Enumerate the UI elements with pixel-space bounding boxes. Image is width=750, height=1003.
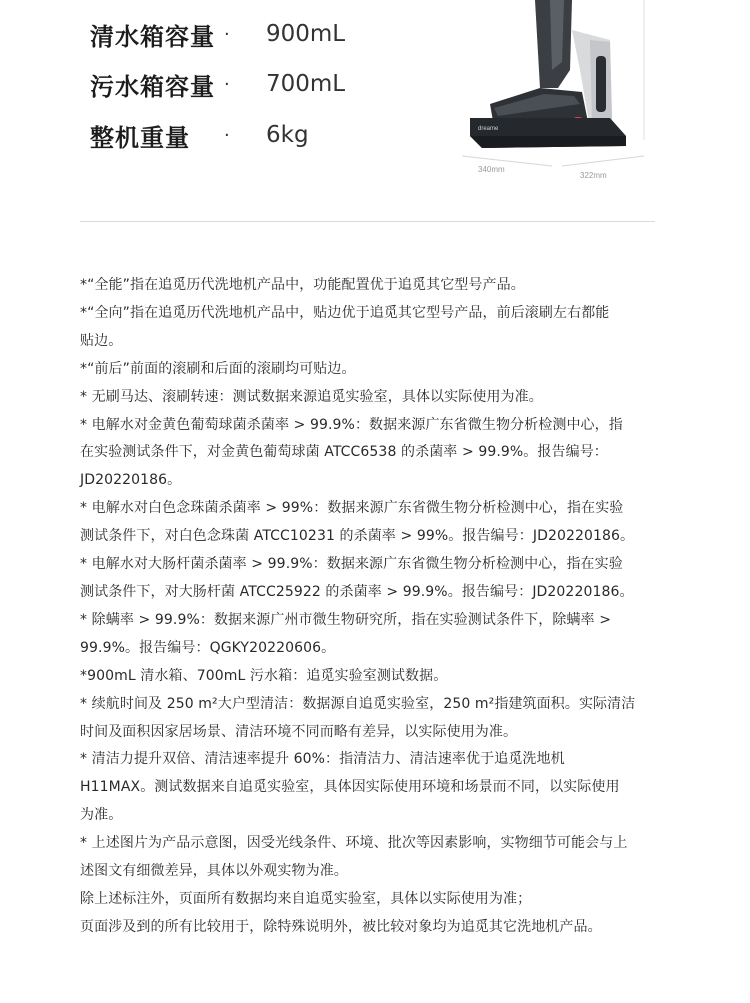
brand-logo: dreame [478,126,499,132]
footnote-line: JD20220186。 [80,472,182,489]
spec-row-clean-tank [90,14,345,54]
spec-separator: · [224,23,230,45]
footnote-line: * 除螨率 > 99.9%：数据来源广州市微生物研究所，指在实验测试条件下，除螨率 > [80,611,612,628]
footnote-line: 为准。 [80,807,123,824]
footnote-line: 99.9%。报告编号：QGKY20220606。 [80,639,336,656]
spec-row-weight [90,115,309,155]
footnote-line: *“前后”前面的滚刷和后面的滚刷均可贴边。 [80,360,356,377]
spec-value: 900mL [266,21,346,47]
footnote-line: * 电解水对金黄色葡萄球菌杀菌率 > 99.9%：数据来源广东省微生物分析检测中心，指 [80,416,623,433]
footnote-line: 贴边。 [80,332,123,349]
footnote-line: 测试条件下，对白色念珠菌 ATCC10231 的杀菌率 > 99%。报告编号：JD20220186。 [80,528,635,545]
footnote-line: 述图文有细微差异，具体以外观实物为准。 [80,863,348,880]
footnote-line: 在实验测试条件下，对金黄色葡萄球菌 ATCC6538 的杀菌率 > 99.9%。报告编号： [80,444,608,461]
spec-separator: · [224,73,230,95]
product-image [440,0,670,190]
footnote-line: * 上述图片为产品示意图，因受光线条件、环境、批次等因素影响，实物细节可能会与上 [80,835,628,852]
footnote-line: * 电解水对大肠杆菌杀菌率 > 99.9%：数据来源广东省微生物分析检测中心，指在实验 [80,556,623,573]
section-divider [80,221,655,222]
footnote-line: *“全向”指在追觅历代洗地机产品中，贴边优于追觅其它型号产品，前后滚刷左右都能 [80,304,610,321]
spec-label: 清水箱容量 [90,22,215,51]
footnote-line: 测试条件下，对大肠杆菌 ATCC25922 的杀菌率 > 99.9%。报告编号：JD20220186。 [80,583,634,600]
spec-value: 700mL [266,71,346,97]
dimension-depth-label: 322mm [580,171,607,180]
footnote-line: * 无刷马达、滚刷转速：测试数据来源追觅实验室，具体以实际使用为准。 [80,388,543,405]
spec-label: 整机重量 [90,123,190,152]
spec-row-dirty-tank [90,64,345,104]
spec-separator: · [224,124,230,146]
footnote-line: *900mL 清水箱、700mL 污水箱：追觅实验室测试数据。 [80,667,448,684]
footnote-line: 页面涉及到的所有比较用于，除特殊说明外，被比较对象均为追觅其它洗地机产品。 [80,918,602,935]
spec-label: 污水箱容量 [90,72,215,101]
footnote-line: 时间及面积因家居场景、清洁环境不同而略有差异，以实际使用为准。 [80,723,518,740]
footnote-line: 除上述标注外，页面所有数据均来自追觅实验室，具体以实际使用为准； [80,890,532,907]
footnote-line: *“全能”指在追觅历代洗地机产品中，功能配置优于追觅其它型号产品。 [80,277,525,293]
footnotes [80,272,680,942]
dimension-width-label: 340mm [478,165,505,174]
footnote-line: * 清洁力提升双倍、清洁速率提升 60%：指清洁力、清洁速率优于追觅洗地机 [80,751,565,768]
spec-value: 6kg [266,122,309,148]
footnote-line: * 续航时间及 250 m²大户型清洁：数据源自追觅实验室，250 m²指建筑面积。实际清洁 [80,695,636,712]
footnote-line: * 电解水对白色念珠菌杀菌率 > 99%：数据来源广东省微生物分析检测中心，指在实验 [80,500,624,517]
footnote-line: H11MAX。测试数据来自追觅实验室，具体因实际使用环境和场景而不同，以实际使用 [80,779,620,796]
